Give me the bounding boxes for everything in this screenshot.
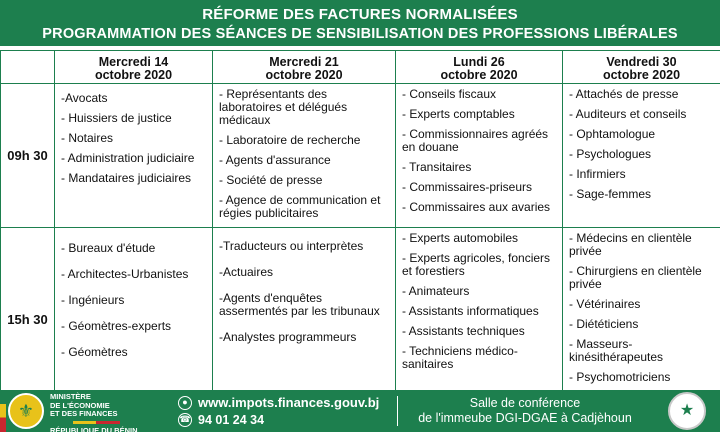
list-item: - Laboratoire de recherche — [219, 134, 391, 147]
schedule-cell — [213, 228, 396, 412]
schedule-cell — [55, 228, 213, 412]
list-item: -Traducteurs ou interprètes — [219, 240, 391, 253]
footer-bar — [0, 390, 720, 432]
list-item: - Psychomotriciens — [569, 371, 716, 384]
globe-icon: ● — [178, 396, 192, 410]
ministry-logo-text: MINISTÈRE DE L'ÉCONOMIE ET DES FINANCES RÉPUBLIQUE DU BÉNIN — [50, 393, 138, 436]
list-item: - Diététiciens — [569, 318, 716, 331]
list-item: - Agence de communication et régies publicitaires — [219, 194, 391, 220]
list-item: - Vétérinaires — [569, 298, 716, 311]
list-item: - Assistants techniques — [402, 325, 558, 338]
day-header: Mercredi 14 octobre 2020 — [55, 51, 213, 84]
table-row-afternoon — [1, 228, 720, 412]
list-item: - Médecins en clientèle privée — [569, 232, 716, 258]
time-cell: 15h 30 — [1, 228, 55, 412]
list-item: - Conseils fiscaux — [402, 88, 558, 101]
benin-coat-of-arms-icon: ⚜ — [8, 393, 44, 429]
list-item: - Sage-femmes — [569, 188, 716, 201]
list-item: -Actuaires — [219, 266, 391, 279]
list-item: - Auditeurs et conseils — [569, 108, 716, 121]
schedule-cell — [563, 228, 720, 412]
table-row-morning — [1, 84, 720, 228]
list-item: -Avocats — [61, 92, 208, 105]
phone-number: 94 01 24 34 — [198, 413, 264, 427]
list-item: -Agents d'enquêtes assermentés par les tribunaux — [219, 292, 391, 318]
list-item: - Agents d'assurance — [219, 154, 391, 167]
schedule-cell — [563, 84, 720, 228]
list-item: - Attachés de presse — [569, 88, 716, 101]
schedule-table — [0, 50, 720, 412]
footer-divider — [397, 396, 398, 426]
schedule-cell — [396, 228, 563, 412]
list-item: -Analystes programmeurs — [219, 331, 391, 344]
list-item: - Infirmiers — [569, 168, 716, 181]
contact-info — [178, 394, 379, 428]
dgi-seal-icon: ★ — [668, 392, 706, 430]
list-item: - Ingénieurs — [61, 294, 208, 307]
list-item: - Huissiers de justice — [61, 112, 208, 125]
list-item: - Commissaires-priseurs — [402, 181, 558, 194]
flag-stripe — [0, 390, 6, 432]
schedule-cell — [213, 84, 396, 228]
list-item: - Chirurgiens en clientèle privée — [569, 265, 716, 291]
list-item: - Mandataires judiciaires — [61, 172, 208, 185]
list-item: - Représentants des laboratoires et délégués médicaux — [219, 88, 391, 127]
list-item: - Commissionnaires agréés en douane — [402, 128, 558, 154]
time-cell: 09h 30 — [1, 84, 55, 228]
list-item: - Géomètres-experts — [61, 320, 208, 333]
day-header: Mercredi 21 octobre 2020 — [213, 51, 396, 84]
list-item: - Masseurs-kinésithérapeutes — [569, 338, 716, 364]
phone-icon: ☎ — [178, 413, 192, 427]
list-item: - Experts comptables — [402, 108, 558, 121]
list-item: - Experts agricoles, fonciers et forestiers — [402, 252, 558, 278]
page-subtitle: PROGRAMMATION DES SÉANCES DE SENSIBILISATION DES PROFESSIONS LIBÉRALES — [0, 26, 720, 42]
list-item: - Société de presse — [219, 174, 391, 187]
page-title: RÉFORME DES FACTURES NORMALISÉES — [0, 6, 720, 23]
list-item: - Commissaires aux avaries — [402, 201, 558, 214]
list-item: - Architectes-Urbanistes — [61, 268, 208, 281]
schedule-cell — [55, 84, 213, 228]
schedule-cell — [396, 84, 563, 228]
list-item: - Ophtamologue — [569, 128, 716, 141]
list-item: - Techniciens médico-sanitaires — [402, 345, 558, 371]
website-link[interactable]: www.impots.finances.gouv.bj — [198, 395, 379, 410]
list-item: - Transitaires — [402, 161, 558, 174]
corner-cell — [1, 51, 55, 84]
list-item: - Administration judiciaire — [61, 152, 208, 165]
list-item: - Experts automobiles — [402, 232, 558, 245]
list-item: - Animateurs — [402, 285, 558, 298]
day-header: Vendredi 30 octobre 2020 — [563, 51, 720, 84]
table-header-row — [1, 51, 720, 84]
list-item: - Assistants informatiques — [402, 305, 558, 318]
venue-text: Salle de conférence de l'immeube DGI-DGAE à Cadjèhoun — [400, 396, 650, 426]
title-banner — [0, 0, 720, 46]
list-item: - Bureaux d'étude — [61, 242, 208, 255]
list-item: - Géomètres — [61, 346, 208, 359]
day-header: Lundi 26 octobre 2020 — [396, 51, 563, 84]
list-item: - Psychologues — [569, 148, 716, 161]
list-item: - Notaires — [61, 132, 208, 145]
